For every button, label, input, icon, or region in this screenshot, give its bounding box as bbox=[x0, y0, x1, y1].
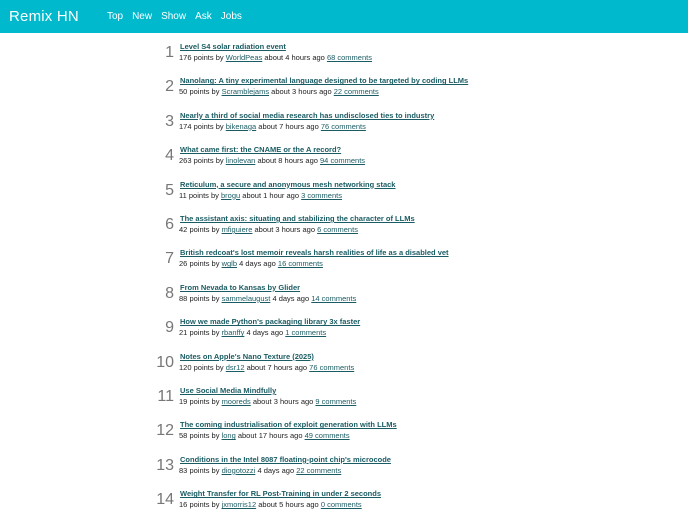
story-user-link[interactable]: rbanffy bbox=[221, 328, 245, 338]
ago-label: ago bbox=[296, 293, 310, 303]
ago-label: ago bbox=[319, 87, 332, 97]
story-meta bbox=[179, 500, 362, 509]
nav-jobs[interactable]: Jobs bbox=[220, 11, 242, 22]
story-title-link[interactable]: Nanolang: A tiny experimental language designed to be targeted by coding LLMs bbox=[180, 76, 469, 86]
story-title-link[interactable]: British redcoat's lost memoir reveals harsh realities of life as a disabled vet bbox=[180, 248, 449, 258]
story-age: about 1 hour bbox=[242, 190, 285, 200]
points-by-label: points by bbox=[189, 465, 220, 475]
story-points: 263 bbox=[179, 156, 192, 166]
story-meta bbox=[179, 397, 356, 406]
story-item bbox=[0, 145, 688, 175]
story-comments-link[interactable]: 22 comments bbox=[333, 87, 379, 97]
story-user-link[interactable]: brogu bbox=[221, 190, 241, 200]
story-meta bbox=[179, 87, 379, 96]
story-comments-link[interactable]: 6 comments bbox=[317, 225, 358, 234]
story-meta bbox=[179, 156, 365, 165]
story-item bbox=[0, 420, 688, 450]
points-by-label: points by bbox=[189, 259, 220, 269]
story-user-link[interactable]: jxmorris12 bbox=[221, 500, 257, 510]
story-item bbox=[0, 248, 688, 278]
story-meta bbox=[179, 225, 358, 234]
story-comments-link[interactable]: 16 comments bbox=[277, 259, 323, 269]
story-rank: 11 bbox=[157, 388, 174, 405]
story-meta bbox=[179, 53, 372, 62]
story-age: 4 days bbox=[272, 293, 295, 303]
story-user-link[interactable]: bikenaga bbox=[225, 121, 257, 131]
points-by-label: points by bbox=[189, 397, 220, 406]
ago-label: ago bbox=[263, 259, 276, 269]
story-meta bbox=[179, 191, 342, 200]
story-meta bbox=[179, 431, 350, 440]
story-title-link[interactable]: Conditions in the Intel 8087 floating-point chip's microcode bbox=[180, 454, 391, 464]
story-points: 42 bbox=[179, 225, 188, 234]
story-item bbox=[0, 283, 688, 313]
story-user-link[interactable]: diogotozzi bbox=[221, 465, 256, 475]
story-age: about 7 hours bbox=[258, 121, 305, 131]
story-points: 50 bbox=[179, 87, 188, 97]
story-item bbox=[0, 111, 688, 141]
story-points: 19 bbox=[179, 397, 188, 406]
story-rank: 4 bbox=[165, 147, 174, 165]
ago-label: ago bbox=[312, 53, 325, 62]
story-rank: 8 bbox=[165, 284, 174, 302]
story-comments-link[interactable]: 22 comments bbox=[296, 465, 342, 475]
story-age: 4 days bbox=[246, 328, 269, 338]
story-age: 4 days bbox=[257, 465, 280, 475]
story-points: 26 bbox=[179, 259, 188, 269]
nav-new[interactable]: New bbox=[132, 11, 153, 22]
main-nav bbox=[107, 11, 251, 22]
story-comments-link[interactable]: 76 comments bbox=[320, 121, 366, 131]
ago-label: ago bbox=[300, 397, 314, 406]
story-age: 4 days bbox=[239, 259, 262, 269]
story-title-link[interactable]: Notes on Apple's Nano Texture (2025) bbox=[180, 351, 314, 361]
story-age: about 17 hours bbox=[237, 431, 288, 441]
story-points: 83 bbox=[179, 465, 188, 475]
story-item bbox=[0, 214, 688, 244]
points-by-label: points by bbox=[193, 362, 224, 372]
points-by-label: points by bbox=[189, 87, 220, 97]
story-rank: 2 bbox=[165, 78, 174, 96]
story-title-link[interactable]: The coming industrialisation of exploit generation with LLMs bbox=[180, 420, 397, 430]
ago-label: ago bbox=[294, 362, 308, 372]
story-points: 120 bbox=[179, 362, 192, 372]
story-meta bbox=[179, 363, 354, 372]
story-age: about 8 hours bbox=[257, 156, 304, 166]
story-item bbox=[0, 455, 688, 485]
story-age: about 3 hours bbox=[252, 397, 299, 406]
ago-label: ago bbox=[302, 225, 315, 234]
story-comments-link[interactable]: 49 comments bbox=[304, 431, 350, 441]
ago-label: ago bbox=[286, 190, 300, 200]
story-user-link[interactable]: wglb bbox=[221, 259, 237, 269]
story-meta bbox=[179, 466, 341, 475]
story-item bbox=[0, 386, 688, 416]
story-title-link[interactable]: How we made Python's packaging library 3x faster bbox=[180, 317, 361, 327]
ago-label: ago bbox=[270, 328, 284, 338]
points-by-label: points by bbox=[189, 225, 220, 234]
story-rank: 3 bbox=[165, 112, 174, 130]
points-by-label: points by bbox=[193, 121, 224, 131]
story-age: about 4 hours bbox=[264, 53, 311, 62]
story-comments-link[interactable]: 14 comments bbox=[311, 293, 357, 303]
story-user-link[interactable]: dsr12 bbox=[225, 362, 245, 372]
points-by-label: points by bbox=[189, 500, 220, 510]
points-by-label: points by bbox=[193, 156, 224, 166]
story-points: 21 bbox=[179, 328, 188, 338]
story-rank: 13 bbox=[156, 456, 174, 474]
story-age: about 7 hours bbox=[246, 362, 293, 372]
story-item bbox=[0, 76, 688, 106]
story-item bbox=[0, 317, 688, 347]
story-comments-link[interactable]: 1 comments bbox=[285, 328, 327, 338]
story-points: 11 bbox=[179, 190, 187, 200]
story-user-link[interactable]: sammelaugust bbox=[221, 293, 271, 303]
nav-show[interactable]: Show bbox=[161, 11, 187, 22]
story-title-link[interactable]: Nearly a third of social media research has undisclosed ties to industry bbox=[180, 110, 435, 120]
story-comments-link[interactable]: 0 comments bbox=[320, 500, 362, 510]
story-rank: 9 bbox=[165, 319, 174, 337]
story-user-link[interactable]: WorldPeas bbox=[225, 53, 263, 62]
story-user-link[interactable]: linolevan bbox=[225, 156, 256, 166]
story-title-link[interactable]: Use Social Media Mindfully bbox=[180, 386, 277, 395]
story-points: 88 bbox=[179, 293, 188, 303]
story-age: about 3 hours bbox=[254, 225, 301, 234]
story-title-link[interactable]: What came first: the CNAME or the A record? bbox=[180, 145, 342, 155]
story-user-link[interactable]: Scramblejams bbox=[221, 87, 270, 97]
ago-label: ago bbox=[289, 431, 303, 441]
points-by-label: points by bbox=[189, 328, 220, 338]
story-title-link[interactable]: Reticulum, a secure and anonymous mesh networking stack bbox=[180, 179, 396, 189]
story-item bbox=[0, 489, 688, 512]
story-meta bbox=[179, 294, 356, 303]
story-comments-link[interactable]: 76 comments bbox=[309, 362, 355, 372]
story-age: about 3 hours bbox=[271, 87, 318, 97]
story-meta bbox=[179, 328, 326, 337]
story-item bbox=[0, 352, 688, 382]
story-title-link[interactable]: From Nevada to Kansas by Glider bbox=[180, 282, 301, 292]
story-title-link[interactable]: Level S4 solar radiation event bbox=[180, 42, 286, 51]
story-comments-link[interactable]: 3 comments bbox=[301, 190, 342, 200]
story-rank: 6 bbox=[165, 216, 174, 233]
story-comments-link[interactable]: 68 comments bbox=[326, 53, 372, 62]
ago-label: ago bbox=[306, 121, 319, 131]
points-by-label: points by bbox=[189, 293, 220, 303]
nav-ask[interactable]: Ask bbox=[195, 11, 212, 22]
story-title-link[interactable]: Weight Transfer for RL Post-Training in under 2 seconds bbox=[180, 489, 382, 499]
story-item bbox=[0, 42, 688, 72]
top-header bbox=[0, 0, 688, 33]
story-comments-link[interactable]: 94 comments bbox=[320, 156, 366, 166]
story-user-link[interactable]: long bbox=[221, 431, 236, 441]
story-rank: 10 bbox=[156, 353, 174, 371]
story-meta bbox=[179, 259, 323, 268]
ago-label: ago bbox=[306, 500, 319, 510]
story-points: 16 bbox=[179, 500, 188, 510]
story-points: 58 bbox=[179, 431, 188, 441]
ago-label: ago bbox=[281, 465, 295, 475]
story-item bbox=[0, 180, 688, 210]
story-rank: 5 bbox=[165, 181, 174, 199]
nav-top[interactable]: Top bbox=[106, 11, 124, 22]
story-rank: 1 bbox=[165, 44, 174, 61]
story-user-link[interactable]: mfiguiere bbox=[221, 225, 253, 234]
points-by-label: points by bbox=[193, 53, 224, 62]
story-title-link[interactable]: The assistant axis: situating and stabilizing the character of LLMs bbox=[180, 214, 415, 223]
story-rank: 7 bbox=[165, 250, 174, 268]
story-comments-link[interactable]: 9 comments bbox=[315, 397, 357, 406]
story-user-link[interactable]: mooreds bbox=[221, 397, 251, 406]
story-meta bbox=[179, 122, 366, 131]
site-logo[interactable]: Remix HN bbox=[9, 8, 79, 25]
ago-label: ago bbox=[305, 156, 318, 166]
story-age: about 5 hours bbox=[258, 500, 305, 510]
points-by-label: points by bbox=[189, 431, 220, 441]
story-points: 176 bbox=[179, 53, 192, 62]
story-rank: 12 bbox=[156, 422, 174, 440]
story-points: 174 bbox=[179, 121, 192, 131]
points-by-label: points by bbox=[188, 190, 219, 200]
story-rank: 14 bbox=[156, 491, 174, 509]
